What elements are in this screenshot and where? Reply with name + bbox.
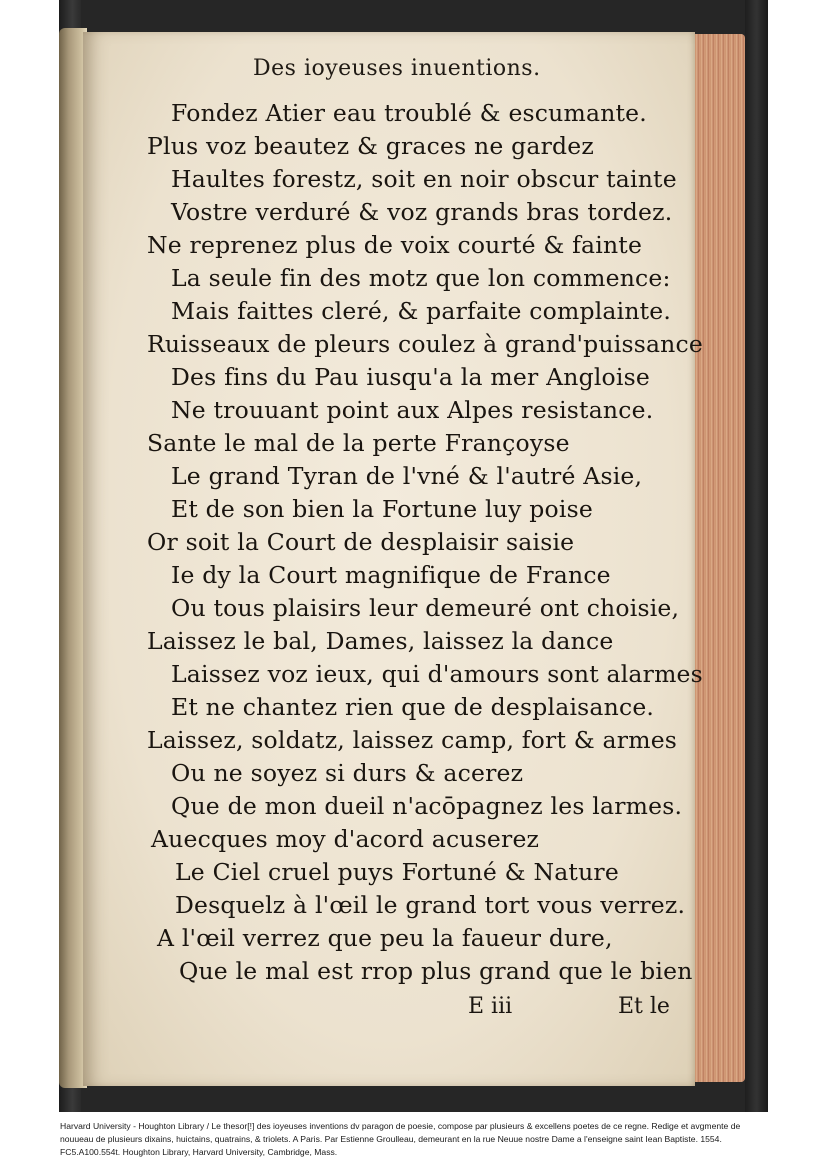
verse-line: Et ne chantez rien que de desplaisance. [171,693,655,721]
image-caption: Harvard University - Houghton Library / Le thesor[!] des ioyeuses inventions dv paragon de poesie, compose par plusieurs & excellens poetes de ce regne. Redige et avgmente de nouueau de plusieurs dixains, huictains, quatrains, & triolets. A Paris. Par Estienne Groulleau, demeurant en la rue Neuue nostre Dame a l'enseigne saint Iean Baptiste. 1554. FC5.A100.554t. Houghton Library, Harvard University, Cambridge, Mass. [60,1121,741,1157]
verse-line: Or soit la Court de desplaisir saisie [147,528,575,556]
book-page [83,32,703,1086]
verse-line: Laissez le bal, Dames, laissez la dance [147,627,614,655]
verse-line: Le grand Tyran de l'vné & l'autré Asie, [171,462,643,490]
verse-line: Ne trouuant point aux Alpes resistance. [171,396,654,424]
verse-line: Et de son bien la Fortune luy poise [171,495,593,523]
verse-line: Fondez Atier eau troublé & escumante. [171,99,647,127]
signature-mark: E iii [468,994,513,1019]
book-scan [59,0,768,1112]
verse-line: Plus voz beautez & graces ne gardez [147,132,594,160]
verse-line: Que le mal est rrop plus grand que le bien [179,957,693,985]
verse-line: Laissez voz ieux, qui d'amours sont alarmes [171,660,703,688]
verse-line: Mais faittes cleré, & parfaite complainte. [171,297,672,325]
verse-line: Desquelz à l'œil le grand tort vous verrez. [175,891,686,919]
verse-line: Le Ciel cruel puys Fortuné & Nature [175,858,619,886]
verse-line: Laissez, soldatz, laissez camp, fort & armes [147,726,678,754]
verse-line: Ruisseaux de pleurs coulez à grand'puissance [147,330,703,358]
verse-line: A l'œil verrez que peu la faueur dure, [157,924,613,952]
verse-line: Ou ne soyez si durs & acerez [171,759,524,787]
verse-line: Que de mon dueil n'acōpagnez les larmes. [171,792,683,820]
verse-line: Des fins du Pau iusqu'a la mer Angloise [171,363,650,391]
catchword: Et le [618,994,670,1019]
verse-line: Haultes forestz, soit en noir obscur tainte [171,165,677,193]
verse-line: Sante le mal de la perte Françoyse [147,429,570,457]
verse-line: Vostre verduré & voz grands bras tordez. [171,198,673,226]
verse-line: La seule fin des motz que lon commence: [171,264,671,292]
verse-line: Auecques moy d'acord acuserez [151,825,540,853]
verse-line: Ie dy la Court magnifique de France [171,561,611,589]
verse-line: Ou tous plaisirs leur demeuré ont choisie, [171,594,680,622]
running-head: Des ioyeuses inuentions. [253,56,541,81]
page-edges [695,34,745,1082]
book-cover-right [745,0,768,1112]
verse-line: Ne reprenez plus de voix courté & fainte [147,231,643,259]
